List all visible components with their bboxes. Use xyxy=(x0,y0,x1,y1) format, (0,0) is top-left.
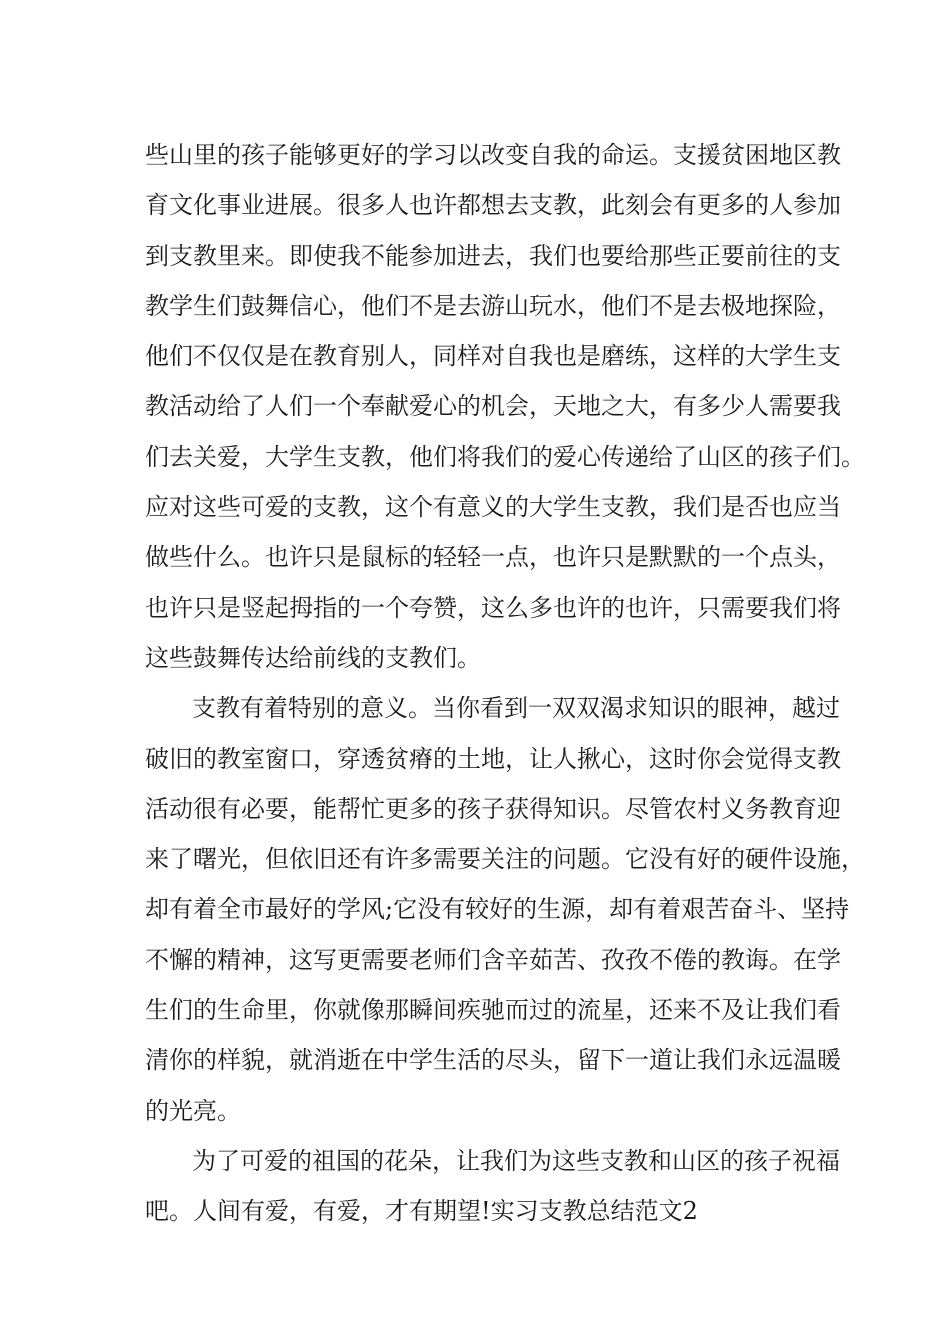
text-line: 这些鼓舞传达给前线的支教们。 xyxy=(145,643,481,672)
text-line: 破旧的教室窗口，穿透贫瘠的土地，让人揪心，这时你会觉得支教 xyxy=(145,744,841,773)
text-line: 却有着全市最好的学风;它没有较好的生源，却有着艰苦奋斗、坚持 xyxy=(145,895,850,924)
paragraph-3 xyxy=(145,1136,840,1237)
paragraph-2 xyxy=(145,683,865,1136)
text-line: 些山里的孩子能够更好的学习以改变自我的命运。支援贫困地区教 xyxy=(145,141,841,169)
text-line: 来了曙光，但依旧还有许多需要关注的问题。它没有好的硬件设施， xyxy=(145,845,865,874)
text-line: 也许只是竖起拇指的一个夸赞，这么多也许的也许，只需要我们将 xyxy=(145,593,841,622)
text-line: 不懈的精神，这写更需要老师们含辛茹苦、孜孜不倦的教诲。在学 xyxy=(145,945,841,974)
document-body xyxy=(145,130,865,1237)
text-line: 支教有着特别的意义。当你看到一双双渴求知识的眼神，越过 xyxy=(192,694,840,723)
text-line: 他们不仅仅是在教育别人，同样对自我也是磨练，这样的大学生支 xyxy=(145,342,841,371)
text-line: 们去关爱，大学生支教，他们将我们的爱心传递给了山区的孩子们。 xyxy=(145,442,865,471)
text-line: 育文化事业进展。很多人也许都想去支教，此刻会有更多的人参加 xyxy=(145,191,841,220)
paragraph-1 xyxy=(145,130,865,683)
text-line: 的光亮。 xyxy=(145,1096,241,1125)
text-line: 教学生们鼓舞信心，他们不是去游山玩水，他们不是去极地探险， xyxy=(145,291,841,320)
text-line: 吧。人间有爱，有爱，才有期望!实习支教总结范文2 xyxy=(145,1197,698,1226)
text-line: 清你的样貌，就消逝在中学生活的尽头，留下一道让我们永远温暖 xyxy=(145,1046,841,1075)
text-line: 为了可爱的祖国的花朵，让我们为这些支教和山区的孩子祝福 xyxy=(192,1146,840,1175)
text-line: 生们的生命里，你就像那瞬间疾驰而过的流星，还来不及让我们看 xyxy=(145,996,841,1025)
text-line: 做些什么。也许只是鼠标的轻轻一点，也许只是默默的一个点头， xyxy=(145,543,841,572)
text-line: 活动很有必要，能帮忙更多的孩子获得知识。尽管农村义务教育迎 xyxy=(145,794,841,823)
text-line: 到支教里来。即使我不能参加进去，我们也要给那些正要前往的支 xyxy=(145,241,841,270)
text-line: 教活动给了人们一个奉献爱心的机会，天地之大，有多少人需要我 xyxy=(145,392,841,421)
text-line: 应对这些可爱的支教，这个有意义的大学生支教，我们是否也应当 xyxy=(145,493,841,522)
